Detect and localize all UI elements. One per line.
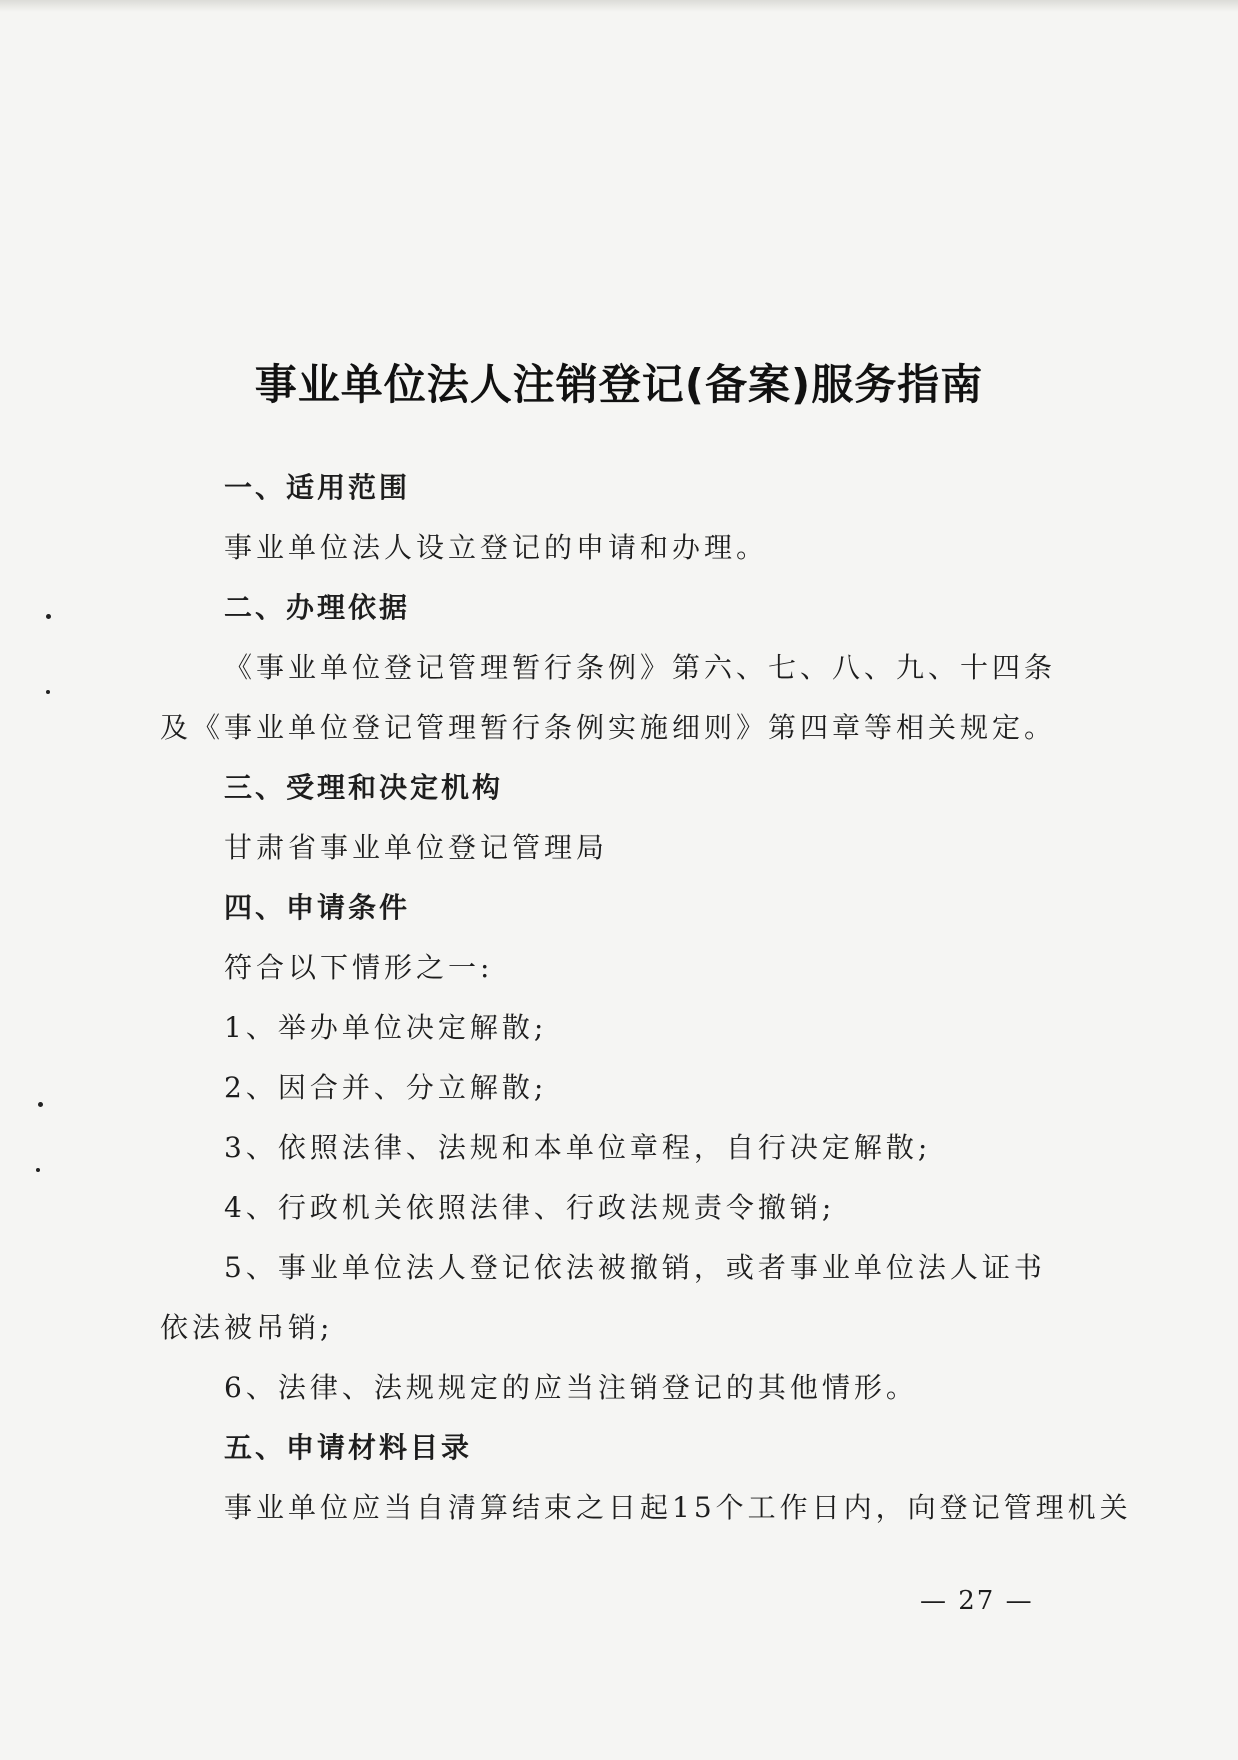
- scan-speck: [46, 690, 50, 694]
- section-3-heading: 三、受理和决定机构: [224, 771, 504, 804]
- section-4-intro: 符合以下情形之一:: [224, 951, 494, 984]
- section-5-body: 事业单位应当自清算结束之日起15个工作日内，向登记管理机关: [224, 1491, 1132, 1524]
- condition-item-5-continued: 依法被吊销;: [160, 1311, 334, 1344]
- scan-speck: [36, 1168, 40, 1172]
- section-5-heading: 五、申请材料目录: [224, 1431, 473, 1464]
- condition-item-6: 6、法律、法规规定的应当注销登记的其他情形。: [224, 1371, 918, 1404]
- section-2-heading: 二、办理依据: [224, 591, 411, 624]
- condition-item-4: 4、行政机关依照法律、行政法规责令撤销;: [224, 1191, 836, 1224]
- section-2-body-line-2: 及《事业单位登记管理暂行条例实施细则》第四章等相关规定。: [160, 711, 1057, 744]
- section-3-body: 甘肃省事业单位登记管理局: [224, 831, 609, 864]
- page-number: — 27 —: [920, 1586, 1034, 1616]
- section-4-heading: 四、申请条件: [224, 891, 411, 924]
- condition-item-5: 5、事业单位法人登记依法被撤销，或者事业单位法人证书: [224, 1251, 1046, 1284]
- scan-speck: [38, 1102, 43, 1107]
- condition-item-1: 1、举办单位决定解散;: [224, 1011, 548, 1044]
- condition-item-2: 2、因合并、分立解散;: [224, 1071, 548, 1104]
- section-1-heading: 一、适用范围: [224, 471, 411, 504]
- scan-speck: [46, 614, 51, 619]
- section-2-body-line-1: 《事业单位登记管理暂行条例》第六、七、八、九、十四条: [224, 651, 1057, 684]
- condition-item-3: 3、依照法律、法规和本单位章程，自行决定解散;: [224, 1131, 932, 1164]
- section-1-body: 事业单位法人设立登记的申请和办理。: [224, 531, 769, 564]
- scan-edge: [0, 0, 1238, 12]
- page-title: 事业单位法人注销登记(备案)服务指南: [254, 360, 984, 409]
